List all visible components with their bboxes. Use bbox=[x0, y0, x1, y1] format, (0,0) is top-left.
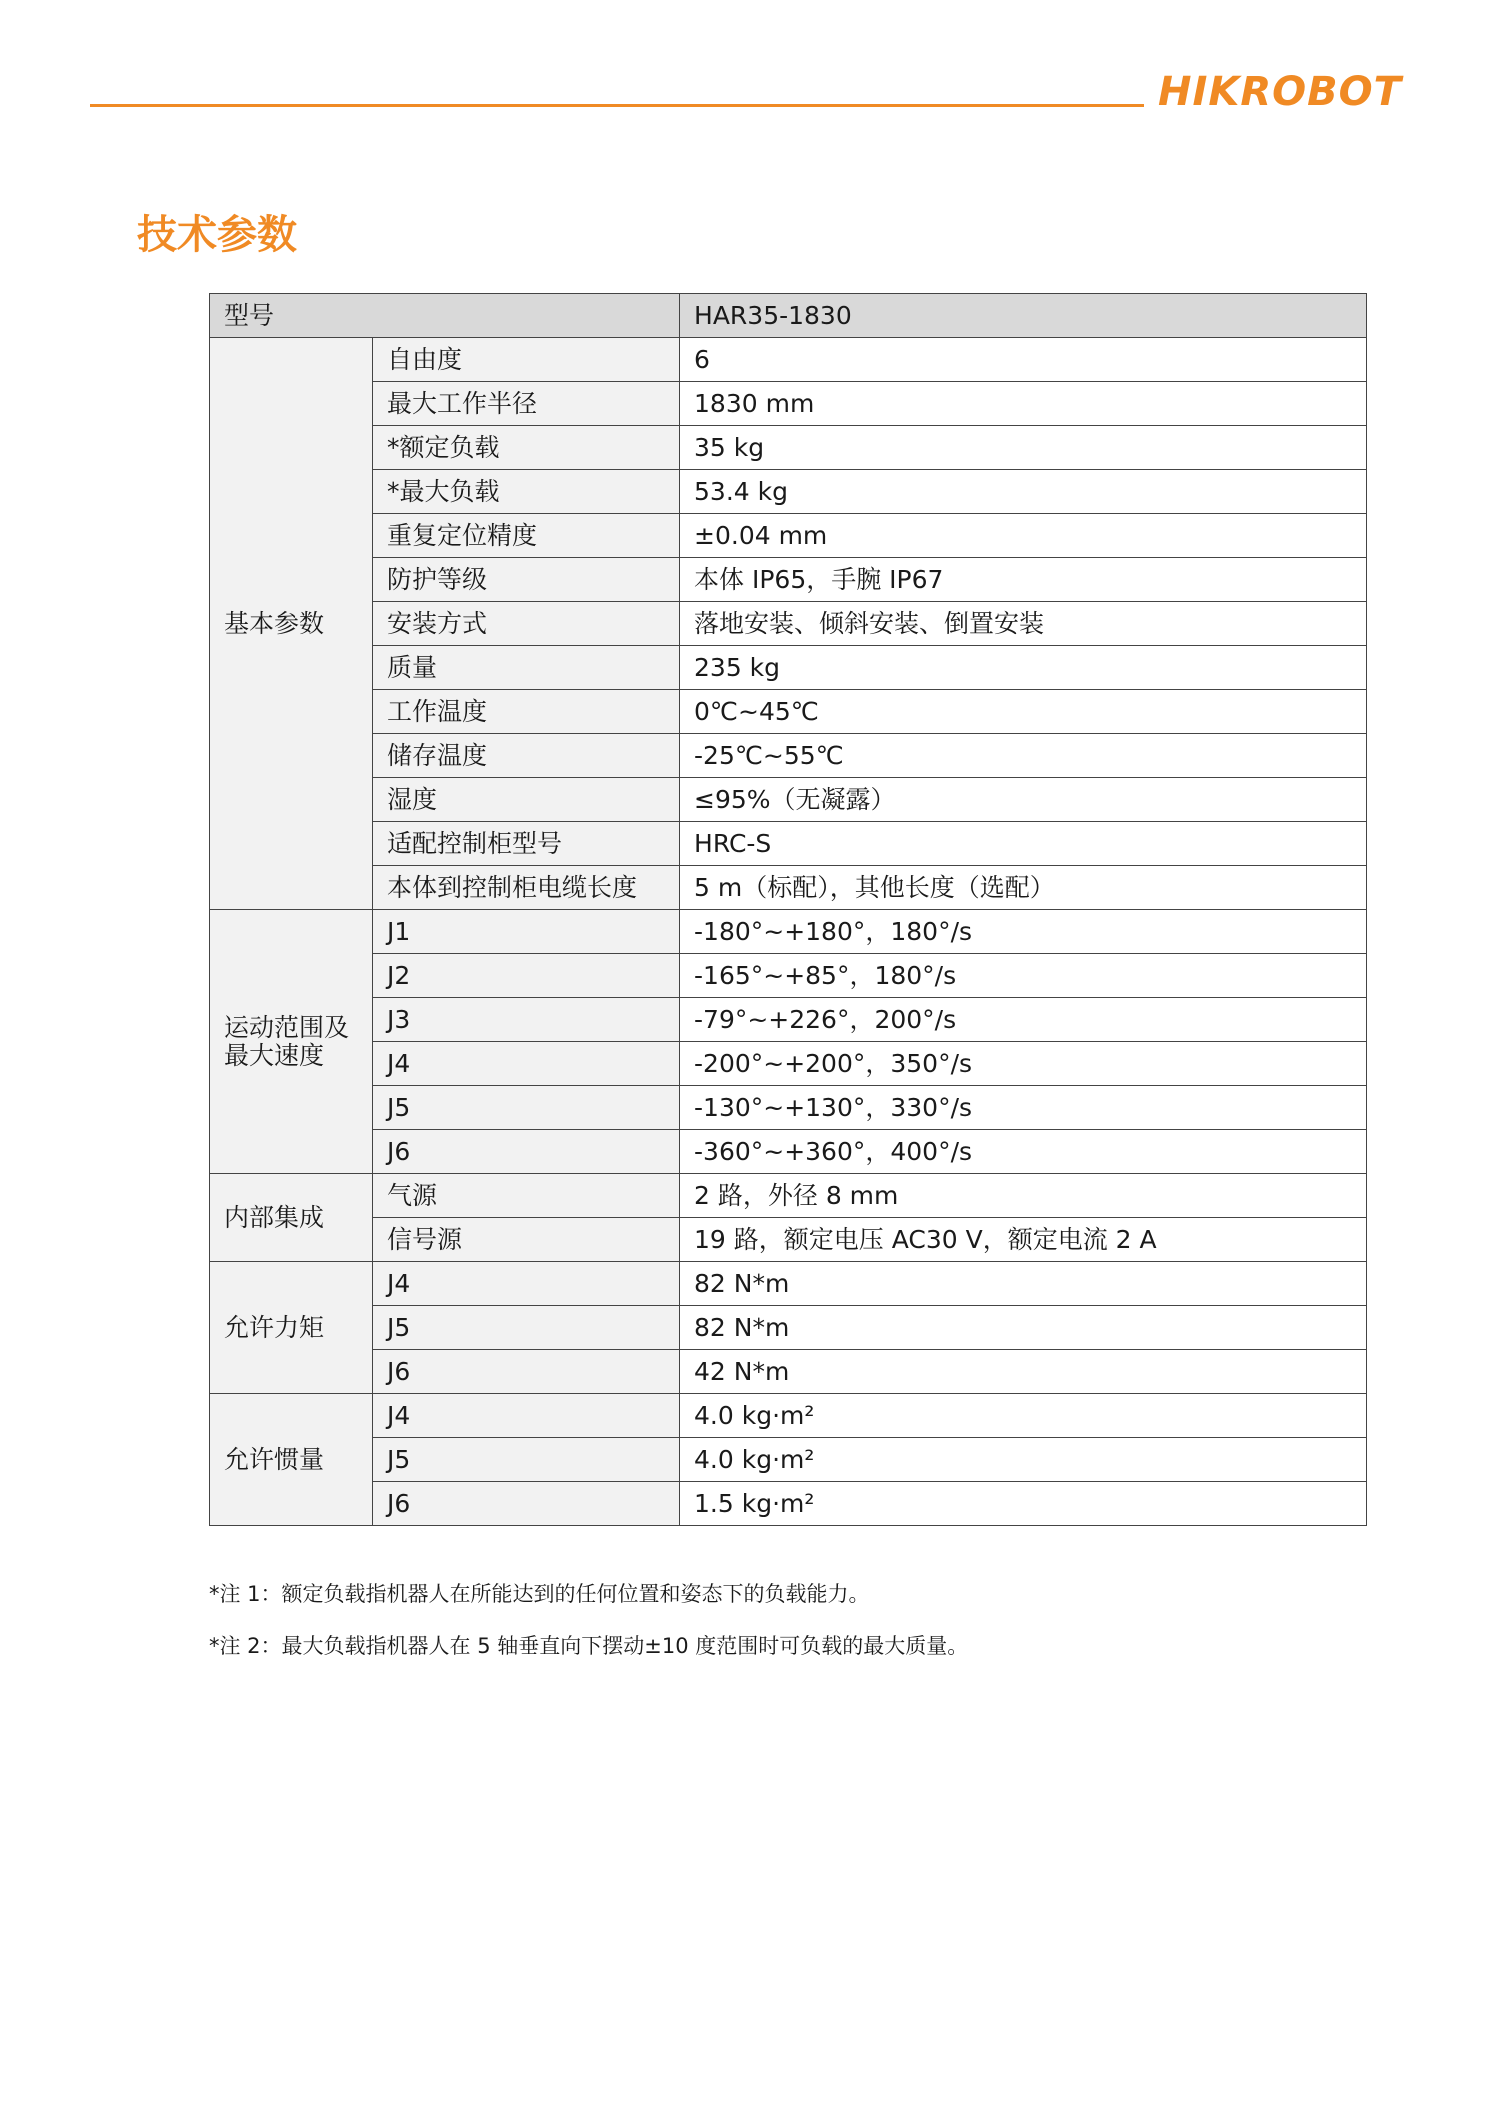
param-label: 工作温度 bbox=[373, 690, 680, 734]
param-value: 0℃~45℃ bbox=[680, 690, 1367, 734]
group-label-basic: 基本参数 bbox=[210, 338, 373, 910]
param-label: 适配控制柜型号 bbox=[373, 822, 680, 866]
table-row bbox=[210, 822, 1367, 866]
param-label: 湿度 bbox=[373, 778, 680, 822]
table-row bbox=[210, 910, 1367, 954]
group-label-torque: 允许力矩 bbox=[210, 1262, 373, 1394]
table-row bbox=[210, 338, 1367, 382]
param-value: -180°~+180°，180°/s bbox=[680, 910, 1367, 954]
group-label-motion-line1: 运动范围及 bbox=[224, 1012, 350, 1042]
spec-table bbox=[209, 293, 1367, 1526]
table-row bbox=[210, 1130, 1367, 1174]
param-label: 质量 bbox=[373, 646, 680, 690]
param-value: HRC-S bbox=[680, 822, 1367, 866]
param-value: -130°~+130°，330°/s bbox=[680, 1086, 1367, 1130]
param-value: 落地安装、倾斜安装、倒置安装 bbox=[680, 602, 1367, 646]
param-value: 19 路，额定电压 AC30 V，额定电流 2 A bbox=[680, 1218, 1367, 1262]
param-label: 储存温度 bbox=[373, 734, 680, 778]
table-row bbox=[210, 1306, 1367, 1350]
group-label-inertia: 允许惯量 bbox=[210, 1394, 373, 1526]
param-value: 5 m（标配），其他长度（选配） bbox=[680, 866, 1367, 910]
param-label: J2 bbox=[373, 954, 680, 998]
param-label: 本体到控制柜电缆长度 bbox=[373, 866, 680, 910]
table-row bbox=[210, 866, 1367, 910]
group-label-motion-line2: 最大速度 bbox=[224, 1040, 325, 1070]
table-row bbox=[210, 778, 1367, 822]
table-row bbox=[210, 1042, 1367, 1086]
param-label: J6 bbox=[373, 1130, 680, 1174]
table-header-row bbox=[210, 294, 1367, 338]
table-row bbox=[210, 1218, 1367, 1262]
param-value: 235 kg bbox=[680, 646, 1367, 690]
param-label: J1 bbox=[373, 910, 680, 954]
table-row bbox=[210, 426, 1367, 470]
header-divider bbox=[90, 104, 1144, 107]
param-label: J5 bbox=[373, 1438, 680, 1482]
table-row bbox=[210, 1262, 1367, 1306]
param-label: 最大工作半径 bbox=[373, 382, 680, 426]
footnotes bbox=[209, 1580, 1359, 1684]
page-title: 技术参数 bbox=[137, 212, 297, 258]
table-row bbox=[210, 646, 1367, 690]
model-label: 型号 bbox=[210, 294, 680, 338]
table-row bbox=[210, 1482, 1367, 1526]
param-value: 2 路，外径 8 mm bbox=[680, 1174, 1367, 1218]
param-value: 82 N*m bbox=[680, 1262, 1367, 1306]
param-label: 防护等级 bbox=[373, 558, 680, 602]
param-value: 42 N*m bbox=[680, 1350, 1367, 1394]
footnote-1: *注 1：额定负载指机器人在所能达到的任何位置和姿态下的负载能力。 bbox=[209, 1582, 870, 1606]
group-label-integration: 内部集成 bbox=[210, 1174, 373, 1262]
param-label: J4 bbox=[373, 1262, 680, 1306]
footnote-2: *注 2：最大负载指机器人在 5 轴垂直向下摆动±10 度范围时可负载的最大质量。 bbox=[209, 1634, 969, 1658]
param-label: 重复定位精度 bbox=[373, 514, 680, 558]
param-label: J3 bbox=[373, 998, 680, 1042]
param-label: J6 bbox=[373, 1482, 680, 1526]
table-row bbox=[210, 470, 1367, 514]
param-value: -25℃~55℃ bbox=[680, 734, 1367, 778]
param-label: J5 bbox=[373, 1086, 680, 1130]
table-row bbox=[210, 1350, 1367, 1394]
table-row bbox=[210, 602, 1367, 646]
table-row bbox=[210, 998, 1367, 1042]
param-label: 安装方式 bbox=[373, 602, 680, 646]
param-label: J5 bbox=[373, 1306, 680, 1350]
table-row bbox=[210, 1174, 1367, 1218]
param-value: ≤95%（无凝露） bbox=[680, 778, 1367, 822]
param-label: J6 bbox=[373, 1350, 680, 1394]
param-value: 53.4 kg bbox=[680, 470, 1367, 514]
param-value: 82 N*m bbox=[680, 1306, 1367, 1350]
param-value: -165°~+85°，180°/s bbox=[680, 954, 1367, 998]
param-value: ±0.04 mm bbox=[680, 514, 1367, 558]
table-row bbox=[210, 690, 1367, 734]
table-row bbox=[210, 734, 1367, 778]
param-value: 6 bbox=[680, 338, 1367, 382]
param-label: *最大负载 bbox=[373, 470, 680, 514]
param-label: 自由度 bbox=[373, 338, 680, 382]
param-value: 1.5 kg·m² bbox=[680, 1482, 1367, 1526]
param-label: J4 bbox=[373, 1394, 680, 1438]
param-value: 35 kg bbox=[680, 426, 1367, 470]
table-row bbox=[210, 1438, 1367, 1482]
brand-logo: HIKROBOT bbox=[1158, 69, 1402, 115]
table-row bbox=[210, 1086, 1367, 1130]
param-value: -200°~+200°，350°/s bbox=[680, 1042, 1367, 1086]
param-label: *额定负载 bbox=[373, 426, 680, 470]
param-label: 信号源 bbox=[373, 1218, 680, 1262]
param-label: 气源 bbox=[373, 1174, 680, 1218]
param-value: 4.0 kg·m² bbox=[680, 1394, 1367, 1438]
param-value: -360°~+360°，400°/s bbox=[680, 1130, 1367, 1174]
group-label-motion bbox=[210, 910, 373, 1174]
table-row bbox=[210, 558, 1367, 602]
param-label: J4 bbox=[373, 1042, 680, 1086]
param-value: -79°~+226°，200°/s bbox=[680, 998, 1367, 1042]
table-row bbox=[210, 1394, 1367, 1438]
table-row bbox=[210, 954, 1367, 998]
table-row bbox=[210, 382, 1367, 426]
param-value: 本体 IP65，手腕 IP67 bbox=[680, 558, 1367, 602]
param-value: 1830 mm bbox=[680, 382, 1367, 426]
model-value: HAR35-1830 bbox=[680, 294, 1367, 338]
table-row bbox=[210, 514, 1367, 558]
param-value: 4.0 kg·m² bbox=[680, 1438, 1367, 1482]
